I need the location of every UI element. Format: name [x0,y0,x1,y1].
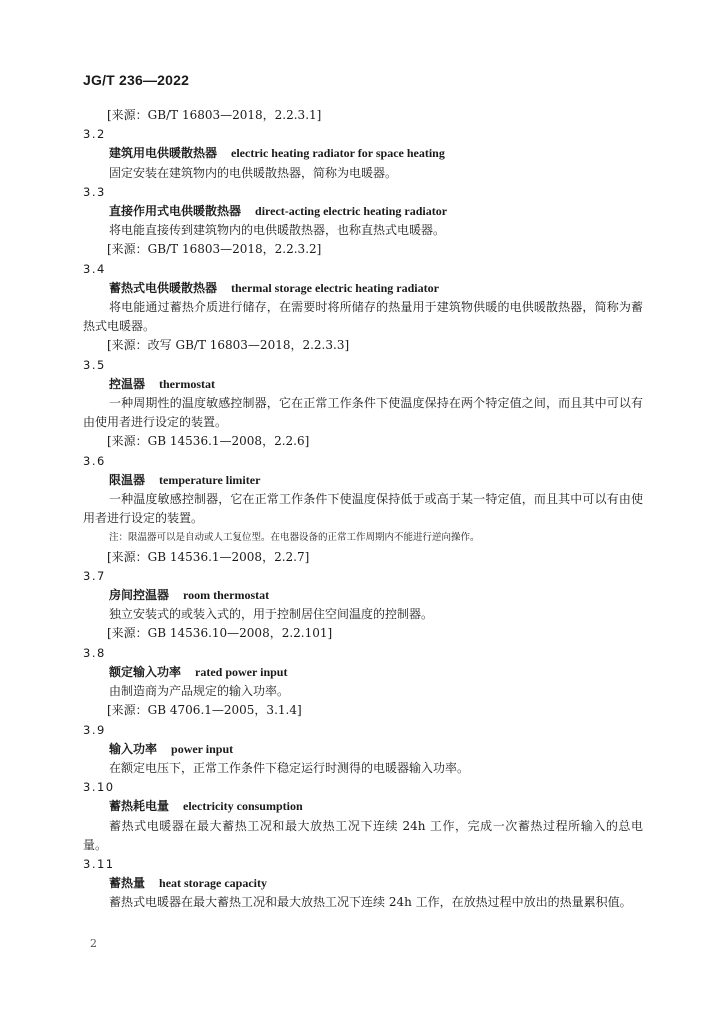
term-en: thermostat [159,376,215,391]
term-zh: 额定输入功率 [109,664,182,679]
term-heading [109,471,643,490]
term-entry [83,125,643,183]
definition: 固定安装在建筑物内的电供暖散热器，简称为电暖器。 [109,165,398,180]
entry-number: 3.8 [83,645,106,660]
entry-number: 3.9 [83,722,106,737]
term-heading [109,375,643,394]
term-entry [83,644,643,721]
term-entry [83,260,643,356]
entry-number: 3.4 [83,261,106,276]
definition: 在额定电压下，正常工作条件下稳定运行时测得的电暖器输入功率。 [109,760,470,775]
entry-number: 3.3 [83,184,106,199]
term-heading [109,740,643,759]
term-heading [109,663,643,682]
term-heading [109,874,643,893]
term-en: electricity consumption [183,799,303,814]
source-reference: [来源：GB/T 16803—2018，2.2.3.2] [107,242,322,257]
standard-id: JG/T 236—2022 [83,72,190,88]
page-number: 2 [90,937,97,950]
source-reference: [来源：改写 GB/T 16803—2018，2.2.3.3] [107,338,350,353]
term-entry [83,356,643,452]
term-entry [83,778,643,855]
term-en: power input [171,741,234,756]
term-heading [109,797,643,816]
definition: 蓄热式电暖器在最大蓄热工况和最大放热工况下连续 24h 工作，完成一次蓄热过程所输入的总电量。 [83,818,643,852]
term-entry [83,721,643,779]
source-reference: [来源：GB 14536.1—2008，2.2.7] [107,549,310,564]
term-en: heat storage capacity [159,876,267,891]
definition: 将电能通过蓄热介质进行储存，在需要时将所储存的热量用于建筑物供暖的电供暖散热器，简称为蓄热式电暖器。 [83,300,643,334]
term-zh: 限温器 [109,472,146,487]
term-en: temperature limiter [159,472,261,487]
entry-number: 3.7 [83,568,106,583]
term-heading [109,279,643,298]
term-zh: 房间控温器 [109,588,170,603]
entry-number: 3.5 [83,357,106,372]
definition: 由制造商为产品规定的输入功率。 [109,684,290,699]
definition: 蓄热式电暖器在最大蓄热工况和最大放热工况下连续 24h 工作，在放热过程中放出的热量累积值。 [109,895,632,910]
term-zh: 直接作用式电供暖散热器 [109,204,242,219]
definition: 将电能直接传到建筑物内的电供暖散热器，也称直热式电暖器。 [109,223,446,238]
term-entry [83,567,643,644]
term-heading [109,144,643,163]
entry-number: 3.11 [83,856,115,871]
term-en: electric heating radiator for space heating [231,146,445,161]
term-zh: 蓄热耗电量 [109,799,170,814]
term-entry [83,855,643,913]
term-zh: 蓄热式电供暖散热器 [109,280,218,295]
term-zh: 输入功率 [109,741,158,756]
term-en: rated power input [195,664,288,679]
term-heading [109,202,643,221]
source-reference: [来源：GB 14536.1—2008，2.2.6] [107,434,310,449]
term-zh: 蓄热量 [109,876,146,891]
source-reference: [来源：GB 14536.10—2008，2.2.101] [107,626,333,641]
entry-number: 3.2 [83,127,106,142]
term-zh: 控温器 [109,376,146,391]
source-reference: [来源：GB/T 16803—2018，2.2.3.1] [107,108,322,122]
entry-number: 3.6 [83,453,106,468]
term-en: direct-acting electric heating radiator [255,204,448,219]
term-entry [83,183,643,260]
definition: 一种温度敏感控制器，它在正常工作条件下使温度保持低于或高于某一特定值，而且其中可以有由使用者进行设定的装置。 [83,492,643,526]
note: 注：限温器可以是自动或人工复位型。在电器设备的正常工作周期内不能进行逆向操作。 [109,532,480,544]
definition: 一种周期性的温度敏感控制器，它在正常工作条件下使温度保持在两个特定值之间，而且其中可以有由使用者进行设定的装置。 [83,396,643,430]
term-entry [83,452,643,567]
term-en: thermal storage electric heating radiator [231,280,439,295]
term-en: room thermostat [183,588,270,603]
term-heading [109,586,643,605]
entry-number: 3.10 [83,780,115,795]
definition: 独立安装式的或装入式的，用于控制居住空间温度的控制器。 [109,607,434,622]
terms-content [83,106,643,913]
term-zh: 建筑用电供暖散热器 [109,146,218,161]
source-reference: [来源：GB 4706.1—2005，3.1.4] [107,703,302,718]
